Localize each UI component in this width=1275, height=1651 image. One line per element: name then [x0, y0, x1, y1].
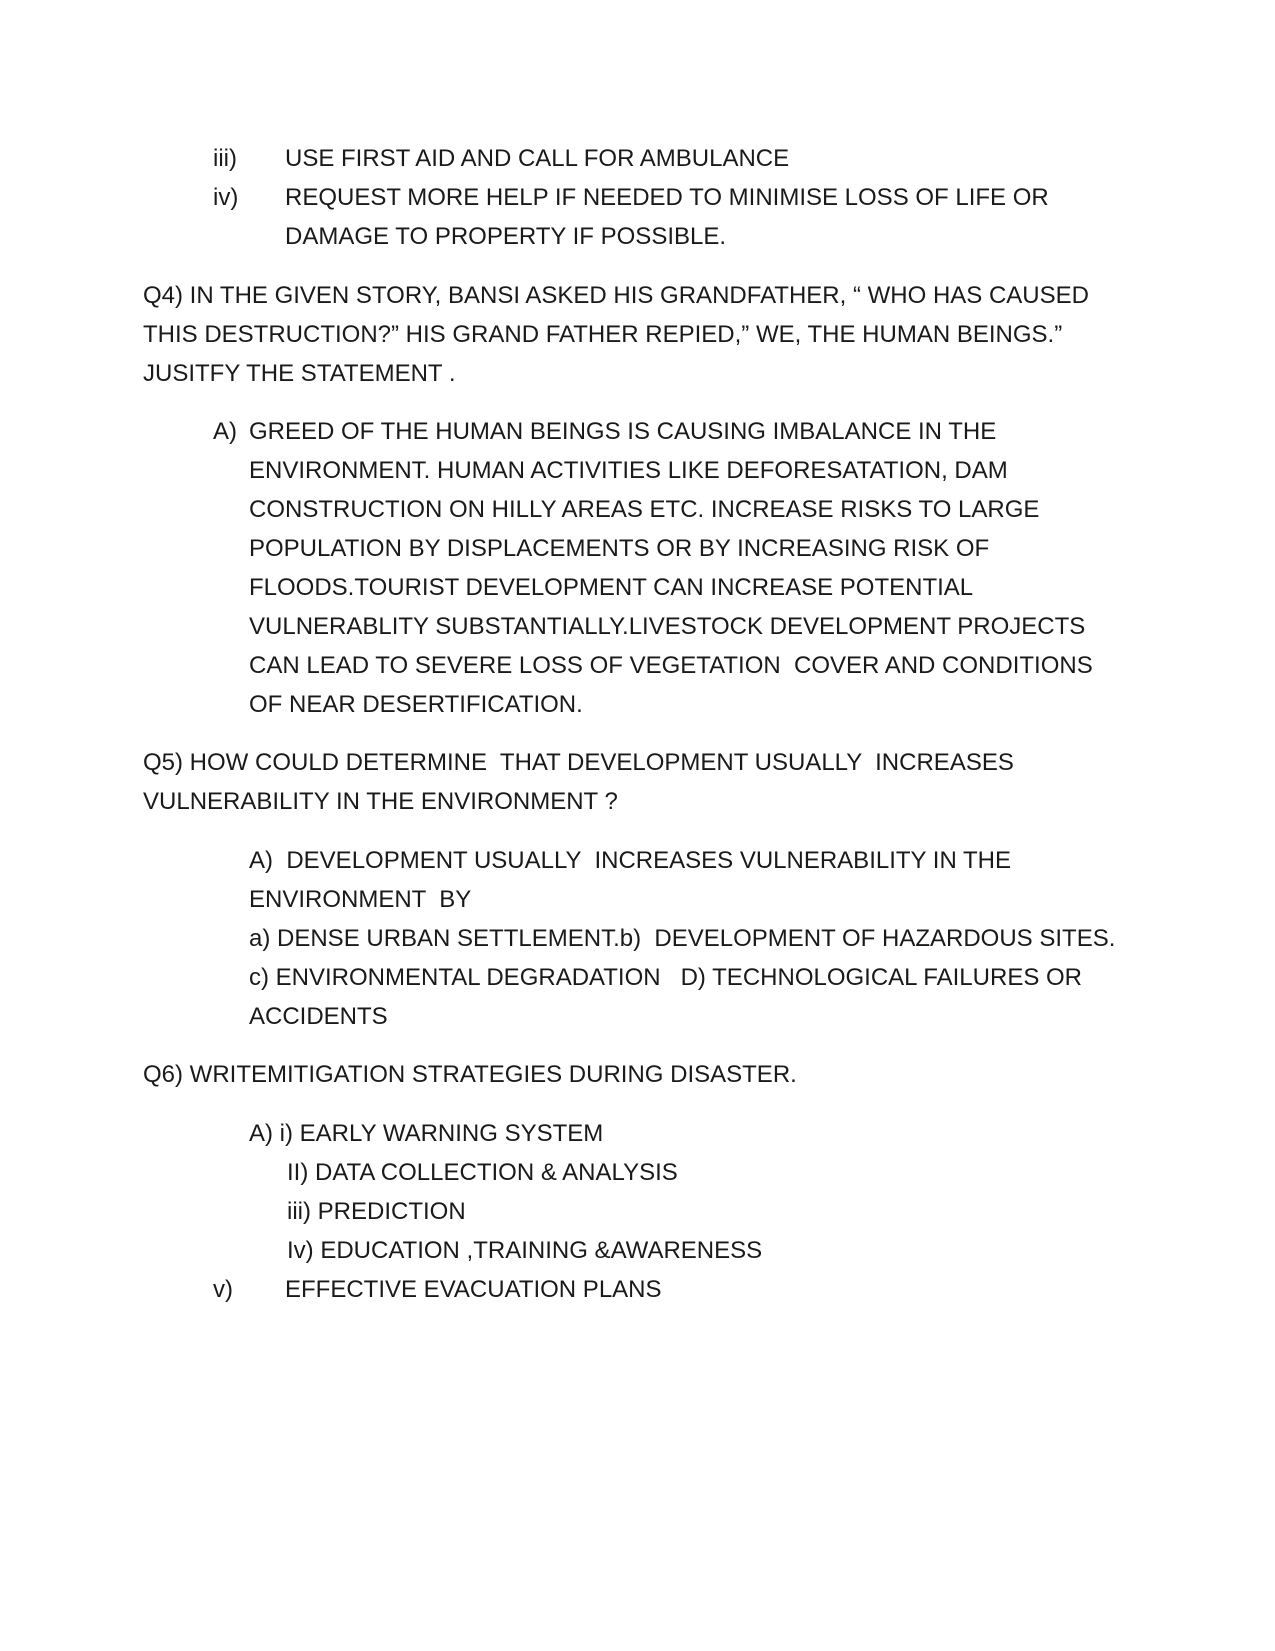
- q6-answer-item: iii) PREDICTION: [287, 1198, 466, 1225]
- q4-answer-line: FLOODS.TOURIST DEVELOPMENT CAN INCREASE POTENTIAL: [249, 574, 974, 601]
- q6-item-v-marker: v): [213, 1276, 233, 1303]
- q5-question-line: Q5) HOW COULD DETERMINE THAT DEVELOPMENT USUALLY INCREASES: [143, 749, 1014, 776]
- q6-question: Q6) WRITEMITIGATION STRATEGIES DURING DISASTER.: [143, 1061, 797, 1088]
- q6-answer-item: II) DATA COLLECTION & ANALYSIS: [287, 1159, 678, 1186]
- q4-answer-line: VULNERABLITY SUBSTANTIALLY.LIVESTOCK DEVELOPMENT PROJECTS: [249, 613, 1086, 640]
- q6-answer-item: Iv) EDUCATION ,TRAINING &AWARENESS: [287, 1237, 763, 1264]
- q5-answer-line: ACCIDENTS: [249, 1003, 388, 1030]
- list-item-iii-text: USE FIRST AID AND CALL FOR AMBULANCE: [285, 145, 790, 172]
- q5-answer-line: A) DEVELOPMENT USUALLY INCREASES VULNERABILITY IN THE: [249, 847, 1012, 874]
- list-marker-iii: iii): [213, 145, 237, 172]
- q4-answer-marker: A): [213, 418, 237, 445]
- list-item-iv-line-1: REQUEST MORE HELP IF NEEDED TO MINIMISE LOSS OF LIFE OR: [285, 184, 1049, 211]
- q5-answer-line: a) DENSE URBAN SETTLEMENT.b) DEVELOPMENT OF HAZARDOUS SITES.: [249, 925, 1116, 952]
- q4-answer-line: CONSTRUCTION ON HILLY AREAS ETC. INCREASE RISKS TO LARGE: [249, 496, 1040, 523]
- q5-answer-line: c) ENVIRONMENTAL DEGRADATION D) TECHNOLOGICAL FAILURES OR: [249, 964, 1083, 991]
- q4-answer-line: ENVIRONMENT. HUMAN ACTIVITIES LIKE DEFORESATATION, DAM: [249, 457, 1008, 484]
- q6-answer-first: A) i) EARLY WARNING SYSTEM: [249, 1120, 604, 1147]
- list-marker-iv: iv): [213, 184, 239, 211]
- q4-answer-line: POPULATION BY DISPLACEMENTS OR BY INCREASING RISK OF: [249, 535, 990, 562]
- list-item-iv-line-2: DAMAGE TO PROPERTY IF POSSIBLE.: [285, 223, 727, 250]
- q5-question-line: VULNERABILITY IN THE ENVIRONMENT ?: [143, 788, 618, 815]
- q4-answer-line: OF NEAR DESERTIFICATION.: [249, 691, 583, 718]
- q6-item-v-text: EFFECTIVE EVACUATION PLANS: [285, 1276, 662, 1303]
- q4-question-line: THIS DESTRUCTION?” HIS GRAND FATHER REPIED,” WE, THE HUMAN BEINGS.”: [143, 321, 1063, 348]
- q4-question-line: JUSITFY THE STATEMENT .: [143, 360, 456, 387]
- q4-answer-line: GREED OF THE HUMAN BEINGS IS CAUSING IMBALANCE IN THE: [249, 418, 997, 445]
- q4-question-line: Q4) IN THE GIVEN STORY, BANSI ASKED HIS GRANDFATHER, “ WHO HAS CAUSED: [143, 282, 1089, 309]
- q5-answer-line: ENVIRONMENT BY: [249, 886, 472, 913]
- q4-answer-line: CAN LEAD TO SEVERE LOSS OF VEGETATION COVER AND CONDITIONS: [249, 652, 1093, 679]
